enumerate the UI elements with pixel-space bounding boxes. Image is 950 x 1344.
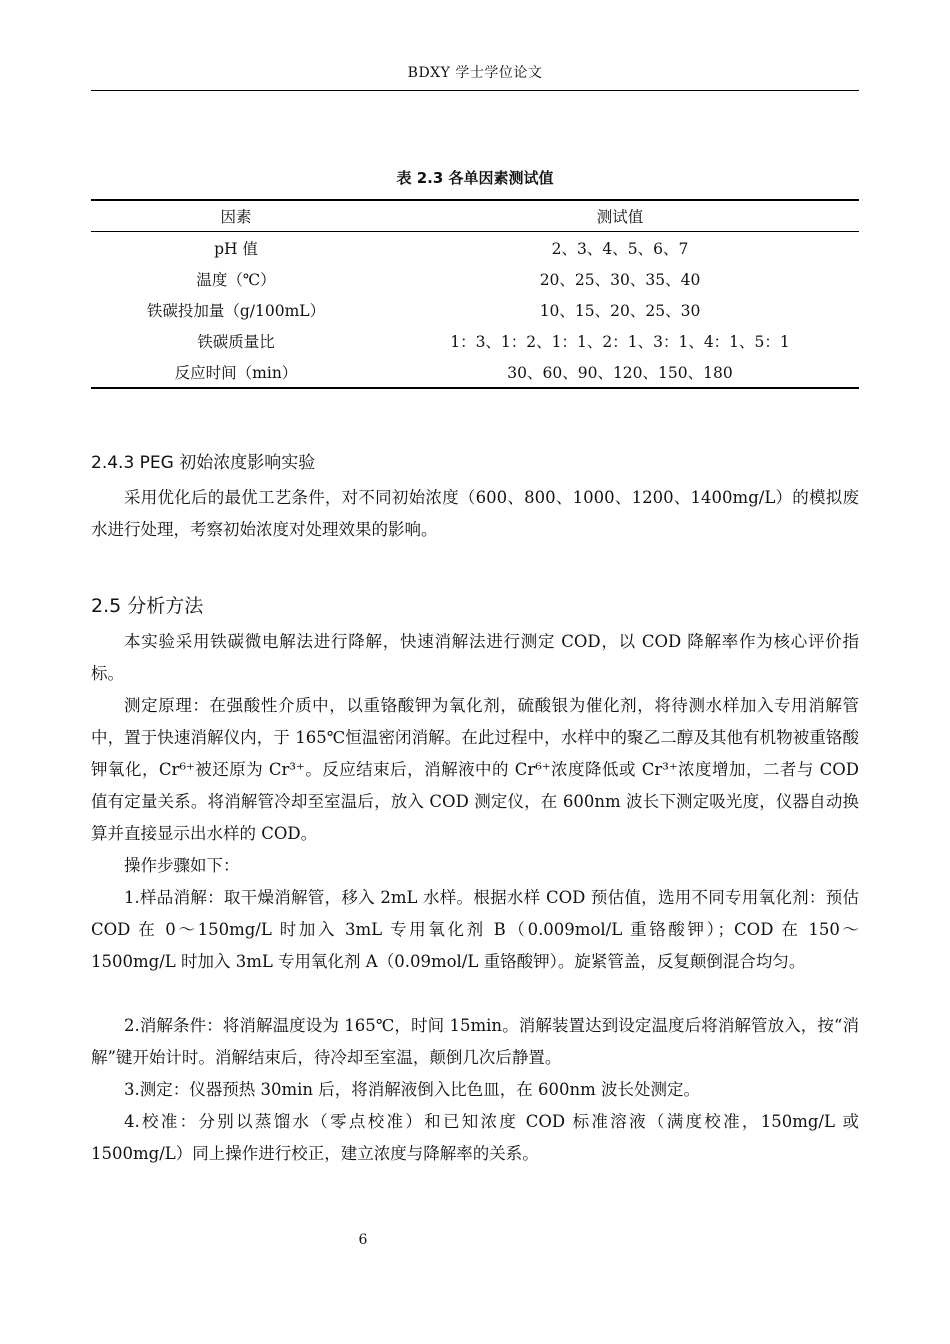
paragraph-method-intro: 本实验采用铁碳微电解法进行降解，快速消解法进行测定 COD，以 COD 降解率作为核心评价指标。 bbox=[91, 632, 859, 683]
values-cell: 10、15、20、25、30 bbox=[539, 301, 701, 320]
page-number: 6 bbox=[358, 1232, 368, 1248]
table-row bbox=[91, 263, 859, 294]
table-row bbox=[91, 232, 859, 264]
paragraph-step-1: 1.样品消解：取干燥消解管，移入 2mL 水样。根据水样 COD 预估值，选用不同专用氧化剂：预估 COD 在 0～150mg/L 时加入 3mL 专用氧化剂 B（0.009mol/L 重铬酸钾）；COD 在 150～1500mg/L 时加入 3mL 专用氧化剂 A（0.09mol/L 重铬酸钾）。旋紧管盖，反复颠倒混合均匀。 bbox=[91, 888, 859, 971]
values-cell: 2、3、4、5、6、7 bbox=[551, 239, 689, 258]
single-factor-table bbox=[91, 199, 859, 389]
paragraph-step-2: 2.消解条件：将消解温度设为 165℃，时间 15min。消解装置达到设定温度后将消解管放入，按“消解”键开始计时。消解结束后，待冷却至室温，颠倒几次后静置。 bbox=[91, 1016, 859, 1067]
factor-cell: 铁碳质量比 bbox=[197, 332, 275, 351]
table-row bbox=[91, 356, 859, 388]
factor-cell: pH 值 bbox=[214, 239, 258, 258]
values-cell: 1：3、1：2、1：1、2：1、3：1、4：1、5：1 bbox=[450, 332, 790, 351]
values-cell: 30、60、90、120、150、180 bbox=[507, 363, 733, 382]
factor-cell: 温度（℃） bbox=[196, 270, 276, 289]
header-rule bbox=[91, 90, 859, 91]
page-header: BDXY 学士学位论文 bbox=[407, 65, 543, 81]
section-heading-2-4-3: 2.4.3 PEG 初始浓度影响实验 bbox=[91, 453, 316, 473]
values-cell: 20、25、30、35、40 bbox=[539, 270, 701, 289]
table-header-row bbox=[91, 200, 859, 232]
paragraph-step-4: 4.校准：分别以蒸馏水（零点校准）和已知浓度 COD 标准溶液（满度校准，150mg/L 或 1500mg/L）同上操作进行校正，建立浓度与降解率的关系。 bbox=[91, 1112, 859, 1163]
paragraph-principle: 测定原理：在强酸性介质中，以重铬酸钾为氧化剂，硫酸银为催化剂，将待测水样加入专用消解管中，置于快速消解仪内，于 165℃恒温密闭消解。在此过程中，水样中的聚乙二醇及其他有机物被重铬酸钾氧化，Cr⁶⁺被还原为 Cr³⁺。反应结束后，消解液中的 Cr⁶⁺浓度降低或 Cr³⁺浓度增加，二者与 COD 值有定量关系。将消解管冷却至室温后，放入 COD 测定仪，在 600nm 波长下测定吸光度，仪器自动换算并直接显示出水样的 COD。 bbox=[91, 696, 859, 843]
paragraph-2-4-3: 采用优化后的最优工艺条件，对不同初始浓度（600、800、1000、1200、1400mg/L）的模拟废水进行处理，考察初始浓度对处理效果的影响。 bbox=[91, 488, 859, 539]
table-caption: 表 2.3 各单因素测试值 bbox=[396, 169, 554, 187]
factor-cell: 铁碳投加量（g/100mL） bbox=[146, 301, 326, 320]
section-heading-2-5: 2.5 分析方法 bbox=[91, 595, 204, 617]
paragraph-steps-intro: 操作步骤如下： bbox=[124, 856, 240, 875]
table-row bbox=[91, 325, 859, 356]
table-row bbox=[91, 294, 859, 325]
factor-cell: 反应时间（min） bbox=[174, 363, 298, 382]
column-header-factor: 因素 bbox=[220, 208, 252, 226]
paragraph-step-3: 3.测定：仪器预热 30min 后，将消解液倒入比色皿，在 600nm 波长处测定。 bbox=[124, 1080, 701, 1099]
column-header-values: 测试值 bbox=[596, 208, 644, 226]
